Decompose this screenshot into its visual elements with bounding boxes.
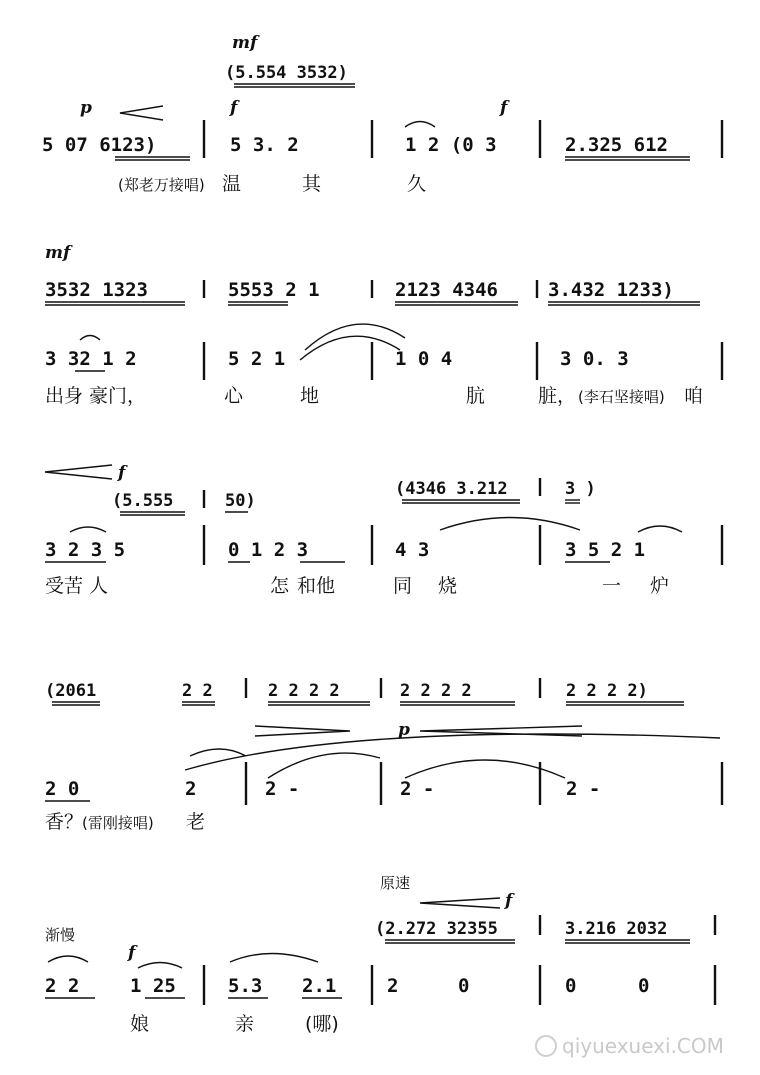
crescendo-hairpin-4 (420, 898, 500, 908)
dynamic-p-1: p (80, 98, 92, 118)
row5-melody-7: 0 (565, 975, 577, 997)
row1-lyric-1: 温 (222, 173, 242, 195)
row2-melody-4: 3 0. 3 (560, 348, 629, 370)
row1-measure-2: 5 3. 2 (230, 134, 299, 156)
tempo-gradual-slow: 渐慢 (45, 926, 76, 944)
row2-inst-1: 3532 1323 (45, 279, 148, 301)
crescendo-hairpin-2 (45, 465, 112, 479)
row5-lyric-1: 娘 (130, 1013, 150, 1035)
row4-melody-2: 2 (185, 778, 197, 800)
row1-instrumental: (5.554 3532) (225, 63, 348, 83)
row4-melody-5: 2 - (566, 778, 601, 800)
row3-lyric-5: 烧 (438, 575, 458, 597)
row3-melody-2: 0 1 2 3 (228, 539, 309, 561)
row2-lyric-4: 肮 (466, 385, 486, 407)
row4-inst-5: 2 2 2 2) (566, 681, 648, 701)
row5-melody-2: 1 25 (130, 975, 176, 997)
row5-lyric-2: 亲 (235, 1013, 255, 1035)
row1-lyric-singer: (郑老万接唱) (118, 176, 205, 194)
dynamic-f-1: f (230, 98, 238, 118)
watermark-logo-icon (536, 1036, 556, 1056)
row5-melody-6: 0 (458, 975, 470, 997)
row5-inst-2: 3.216 2032 (565, 919, 668, 939)
row5-melody-3: 5.3 (228, 975, 263, 997)
row2-lyric-1: 出身 豪门， (45, 385, 147, 407)
watermark-text: qiyuexuexi.COM (562, 1034, 724, 1058)
dynamic-mf-1: mf (232, 33, 258, 53)
row2-melody-3: 1 0 4 (395, 348, 453, 370)
row1-lyric-3: 久 (407, 173, 427, 195)
row4-inst-4: 2 2 2 2 (400, 681, 472, 701)
row1-measure-3: 1 2 (0 3 (405, 134, 497, 156)
row2-lyric-5: 脏， (538, 385, 577, 407)
row4-melody-1: 2 0 (45, 778, 80, 800)
row3-lyric-4: 同 (393, 575, 413, 597)
row4-melody-4: 2 - (400, 778, 435, 800)
row3-lyric-6: 一 (602, 575, 622, 597)
row2-lyric-3: 地 (300, 385, 320, 407)
row3-lyric-1: 受苦 人 (45, 575, 109, 597)
row2-inst-2: 5553 2 1 (228, 279, 320, 301)
row3-inst-b-1: (4346 3.212 (395, 479, 508, 499)
row5-melody-1: 2 2 (45, 975, 80, 997)
row2-lyric-singer: (李石坚接唱) (578, 388, 665, 406)
row4-lyric-1: 香？ (45, 811, 84, 833)
row4-melody-3: 2 - (265, 778, 300, 800)
row2-inst-3: 2123 4346 (395, 279, 498, 301)
dynamic-mf-2: mf (45, 243, 71, 263)
row4-inst-2: 2 2 (182, 681, 213, 701)
row1-measure-4: 2.325 612 (565, 134, 668, 156)
row4-lyric-end: 老 (186, 811, 206, 833)
row3-lyric-3: 和他 (297, 575, 336, 597)
row5-melody-4: 2.1 (302, 975, 337, 997)
row3-inst-a-2: 50) (225, 491, 256, 511)
dynamic-f-2: f (500, 98, 508, 118)
row3-melody-3: 4 3 (395, 539, 430, 561)
row3-inst-a-1: (5.555 (112, 491, 174, 511)
row1-lyric-2: 其 (302, 173, 322, 195)
dynamic-f-3: f (118, 463, 126, 483)
row3-inst-b-2: 3 ) (565, 479, 596, 499)
row2-lyric-2: 心 (224, 385, 244, 407)
row2-inst-4: 3.432 1233) (548, 279, 674, 301)
dynamic-f-4: f (505, 891, 513, 911)
row3-lyric-2: 怎 (270, 575, 290, 597)
decrescendo-hairpin (255, 726, 350, 736)
row5-melody-8: 0 (638, 975, 650, 997)
row4-inst-1: (2061 (45, 681, 97, 701)
row2-melody-1: 3 32 1 2 (45, 348, 137, 370)
row3-melody-4: 3 5 2 1 (565, 539, 646, 561)
row1-measure-1: 5 07 6123) (42, 134, 157, 156)
crescendo-hairpin-1 (120, 106, 163, 120)
row2-melody-2: 5 2 1 (228, 348, 286, 370)
row3-melody-1: 3 2 3 5 (45, 539, 126, 561)
dynamic-f-5: f (128, 943, 136, 963)
row4-tie-long (185, 734, 720, 770)
row5-lyric-3: (哪) (305, 1013, 339, 1035)
tempo-original: 原速 (380, 874, 411, 892)
row2-lyric-end: 咱 (684, 385, 704, 407)
dynamic-p-2: p (398, 720, 410, 740)
row5-melody-5: 2 (387, 975, 399, 997)
row5-inst-1: (2.272 32355 (375, 919, 498, 939)
row3-lyric-7: 炉 (650, 575, 670, 597)
row4-inst-3: 2 2 2 2 (268, 681, 340, 701)
row4-lyric-singer: (雷刚接唱) (82, 814, 154, 832)
